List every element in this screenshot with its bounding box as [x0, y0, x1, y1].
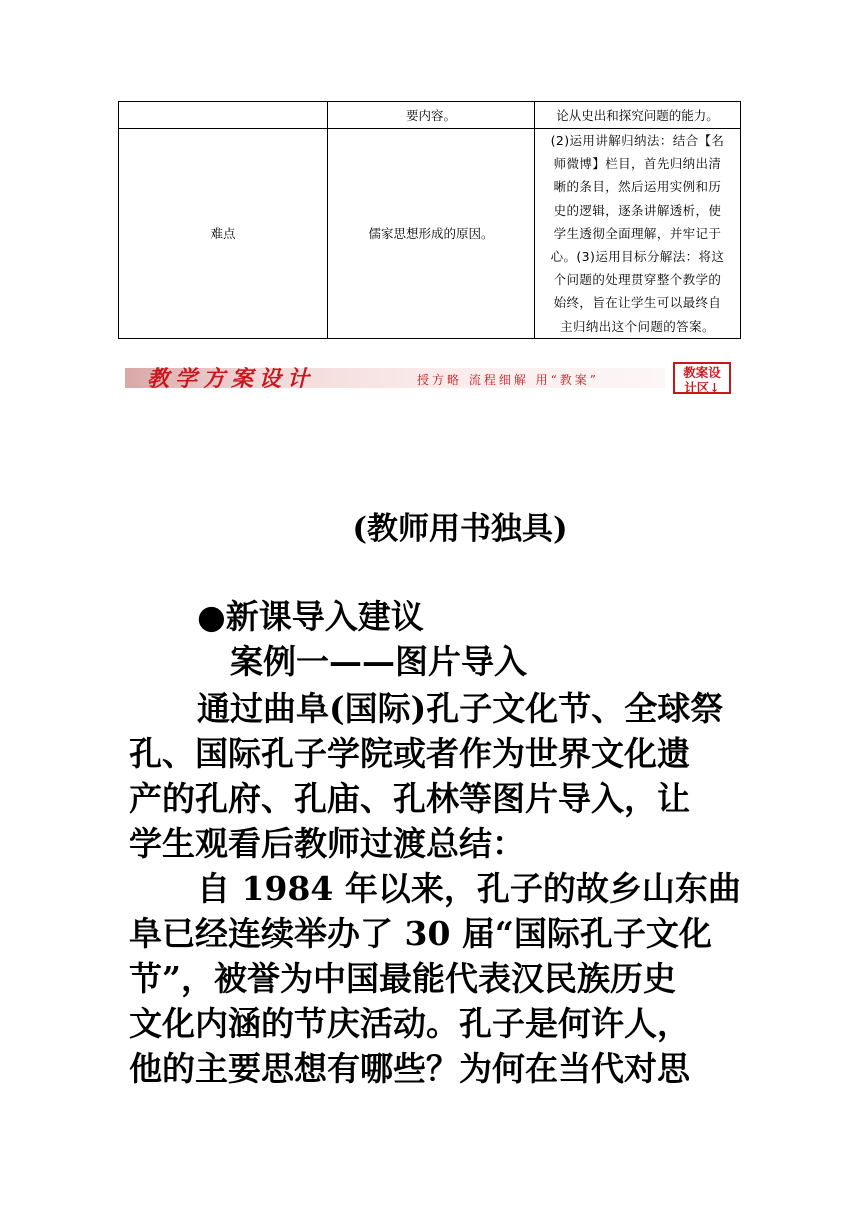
paragraph-line: 自 1984 年以来，孔子的故乡山东曲 [197, 869, 741, 908]
paragraph-line: 他的主要思想有哪些？为何在当代对思 [129, 1049, 690, 1088]
table-cell-method [534, 129, 740, 339]
paragraph-line: 阜已经连续举办了 30 届“国际孔子文化 [129, 914, 712, 953]
page-subtitle: (教师用书独具) [352, 511, 568, 547]
badge-text: 计区 [684, 380, 710, 395]
method-line: 学生透彻全面理解，并牢记于 [553, 225, 722, 241]
arrow-down-icon: ↓ [709, 380, 720, 395]
paragraph-line: 节”，被誉为中国最能代表汉民族历史 [129, 959, 676, 998]
method-line: 史的逻辑，逐条讲解透析，使 [553, 202, 722, 218]
paragraph-line: 学生观看后教师过渡总结： [129, 824, 525, 863]
table-cell-content: 要内容。 [327, 102, 534, 129]
paragraph-line: 文化内涵的节庆活动。孔子是何许人， [129, 1004, 690, 1043]
badge-line-1: 教案设 [683, 365, 721, 380]
table-cell-method: 论从史出和探究问题的能力。 [534, 102, 740, 129]
method-line: 始终，旨在让学生可以最终自 [553, 295, 722, 311]
method-line: 主归纳出这个问题的答案。 [560, 318, 715, 334]
method-line: 师微博】栏目，首先归纳出清 [553, 156, 722, 172]
method-line: 晰的条目，然后运用实例和历 [553, 179, 722, 195]
table-cell-label [119, 102, 328, 129]
method-line: 个问题的处理贯穿整个教学的 [553, 272, 722, 288]
table-cell-label: 难点 [119, 129, 328, 339]
badge-line-2 [675, 380, 729, 395]
paragraph-festival [129, 866, 739, 1091]
banner-title: 教学方案设计 [147, 366, 316, 392]
teaching-table [118, 101, 741, 339]
case-title: 案例一——图片导入 [230, 642, 527, 681]
method-line: 心。(3)运用目标分解法：将这 [550, 249, 725, 265]
section-banner [125, 362, 735, 396]
lesson-plan-badge [673, 362, 731, 394]
banner-slogan: 授方略 流程细解 用“教案” [417, 373, 599, 387]
section-heading: ●新课导入建议 [197, 597, 424, 636]
paragraph-intro [129, 686, 739, 866]
table-row [119, 102, 741, 129]
method-line: (2)运用讲解归纳法：结合【名 [550, 133, 725, 148]
paragraph-line: 孔、国际孔子学院或者作为世界文化遗 [129, 734, 690, 773]
table-cell-content: 儒家思想形成的原因。 [327, 129, 534, 339]
paragraph-line: 产的孔府、孔庙、孔林等图片导入，让 [129, 779, 690, 818]
table-row [119, 129, 741, 339]
paragraph-line: 通过曲阜(国际)孔子文化节、全球祭 [197, 689, 724, 728]
